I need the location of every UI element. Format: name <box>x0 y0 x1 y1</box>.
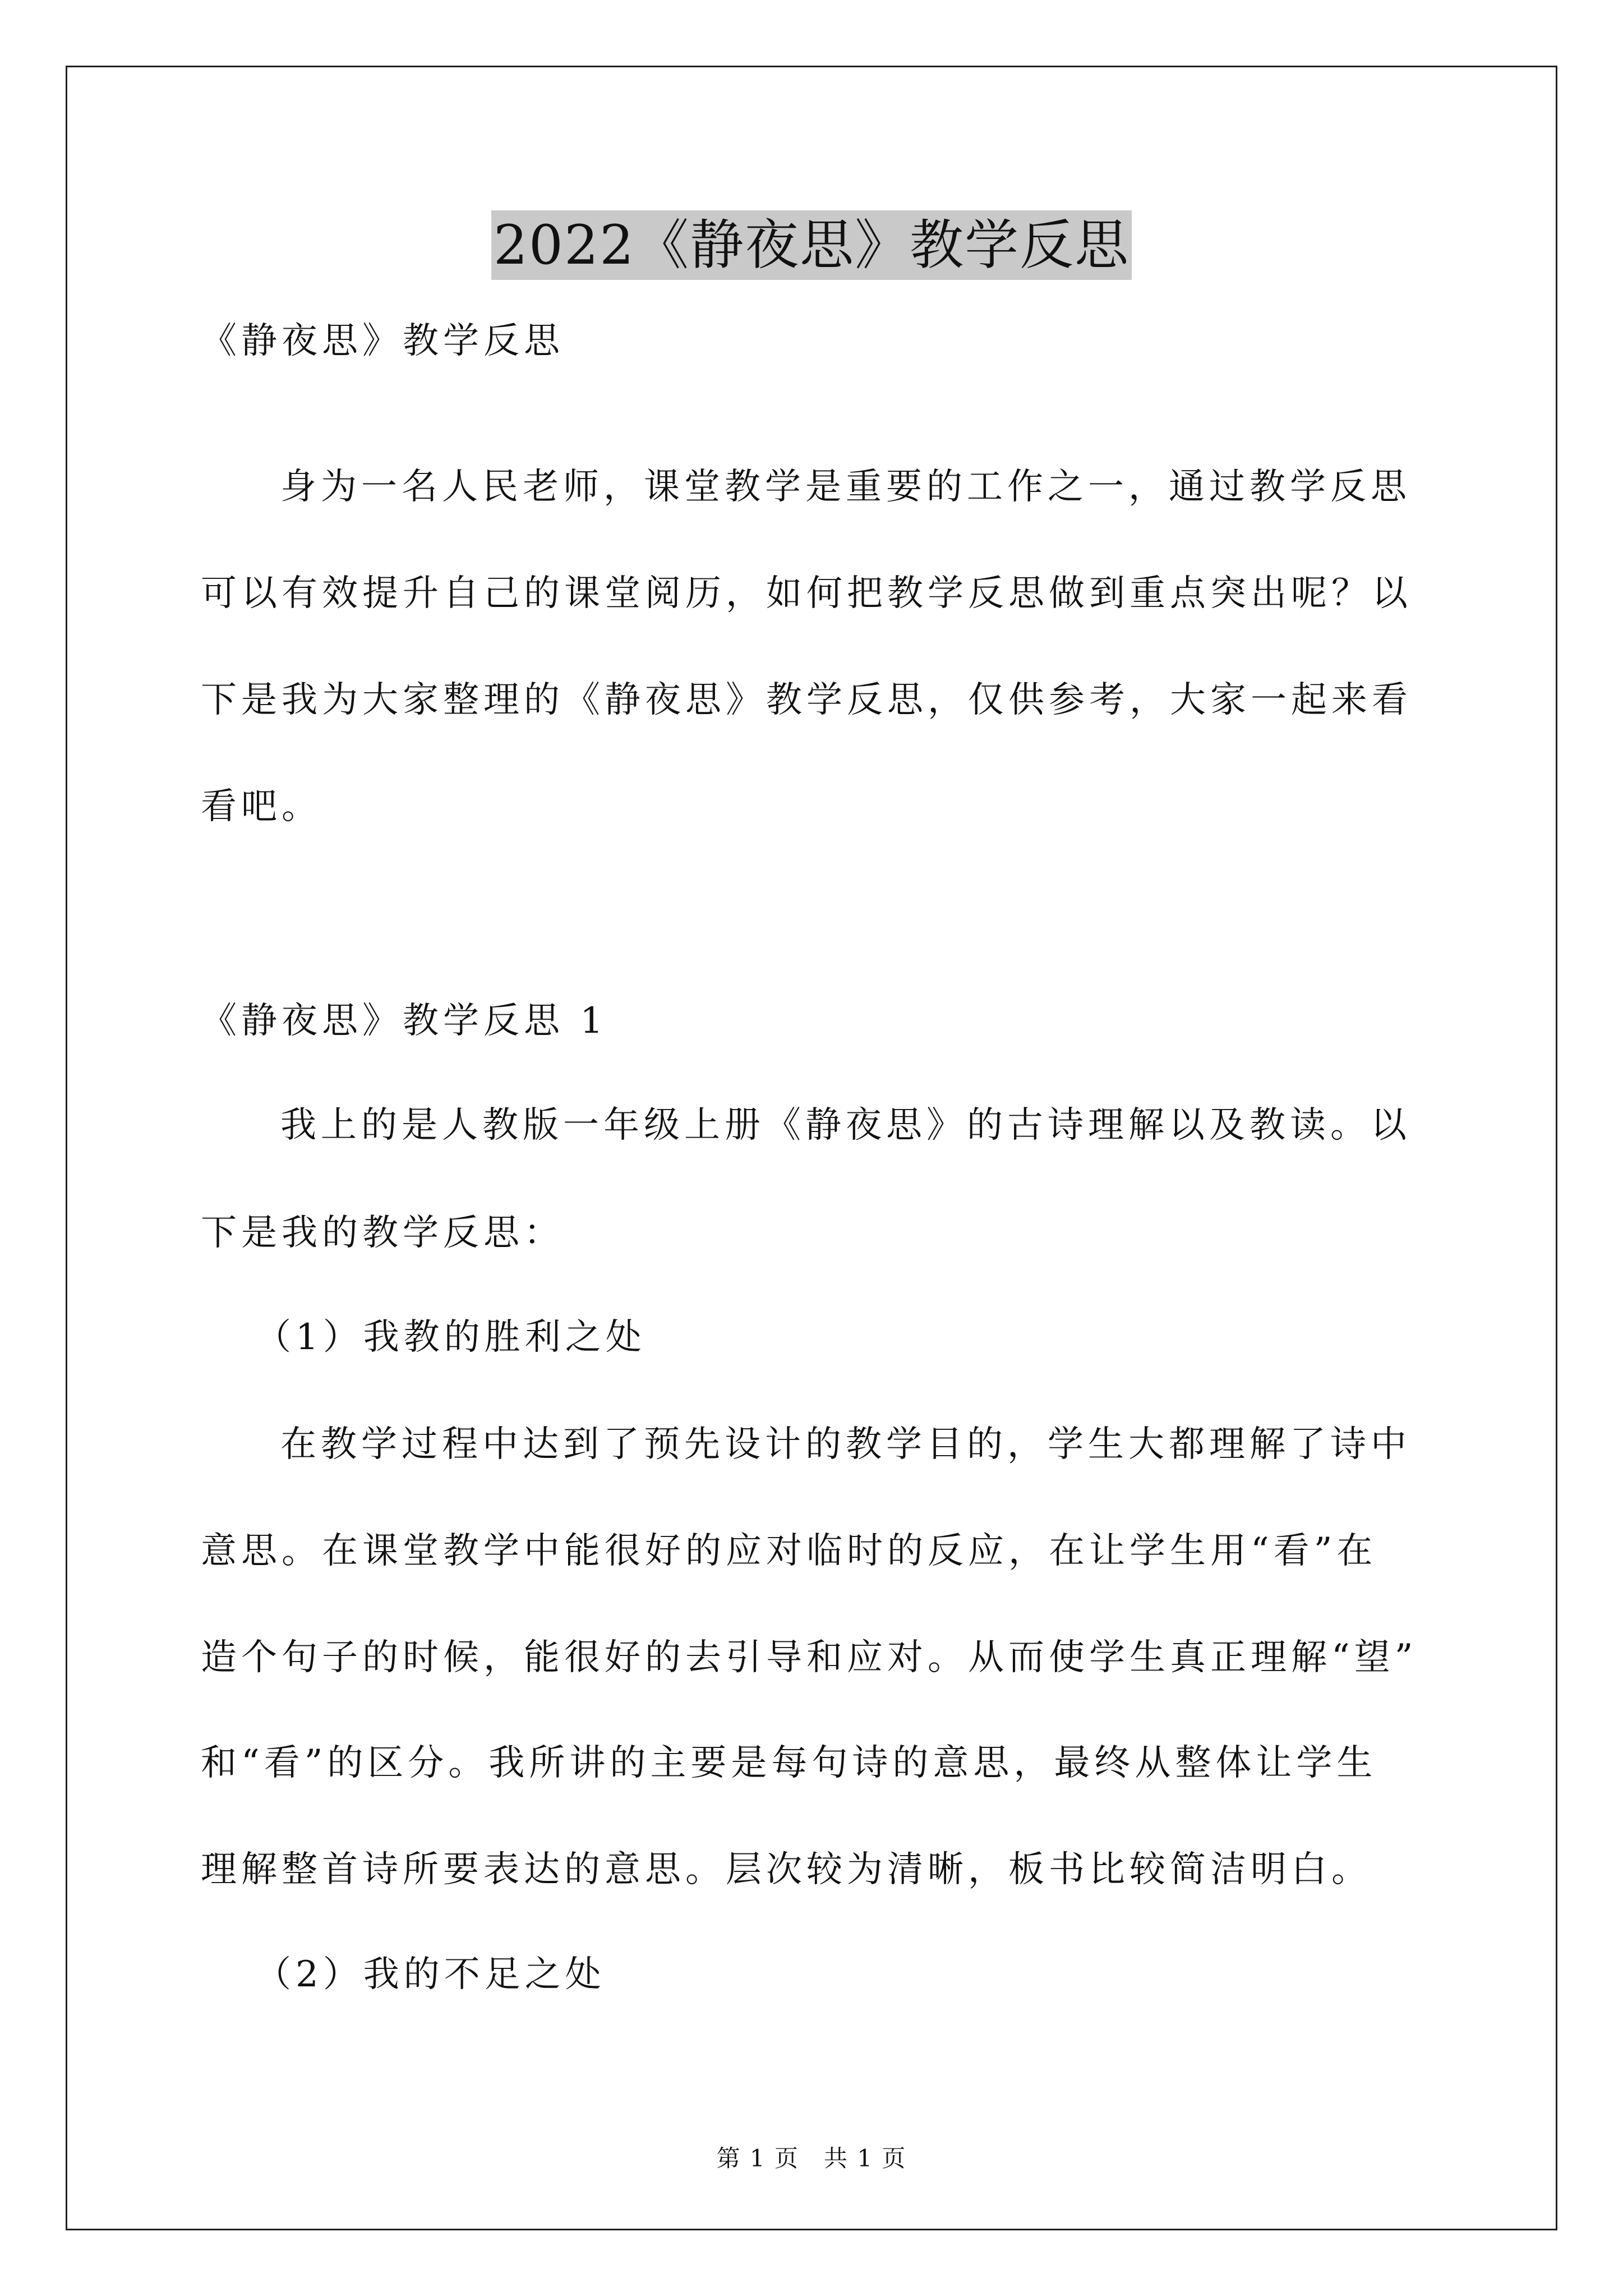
section-paragraph-line: 下是我的教学反思： <box>201 1212 564 1254</box>
section-paragraph-line: 理解整首诗所要表达的意思。层次较为清晰，板书比较简洁明白。 <box>201 1849 1372 1890</box>
section-heading: 《静夜思》教学反思 1 <box>201 1000 608 1042</box>
intro-paragraph-line: 可以有效提升自己的课堂阅历，如何把教学反思做到重点突出呢？以 <box>201 573 1412 614</box>
title-container <box>0 210 1623 280</box>
section-paragraph-line: 在教学过程中达到了预先设计的教学目的，学生大都理解了诗中 <box>280 1424 1411 1465</box>
page-border <box>66 66 1557 2230</box>
section-paragraph-line: 造个句子的时候，能很好的去引导和应对。从而使学生真正理解“望” <box>201 1637 1418 1678</box>
intro-paragraph-line: 看吧。 <box>201 786 322 827</box>
subtitle: 《静夜思》教学反思 <box>201 320 564 362</box>
section-paragraph-line: 我上的是人教版一年级上册《静夜思》的古诗理解以及教读。以 <box>280 1105 1411 1146</box>
intro-paragraph-line: 下是我为大家整理的《静夜思》教学反思，仅供参考，大家一起来看 <box>201 679 1412 721</box>
document-title: 2022《静夜思》教学反思 <box>491 210 1132 280</box>
section-paragraph-line: 意思。在课堂教学中能很好的应对临时的反应，在让学生用“看”在 <box>201 1530 1377 1572</box>
section-paragraph-line: 和“看”的区分。我所讲的主要是每句诗的意思，最终从整体让学生 <box>201 1742 1377 1784</box>
subsection-heading: （2）我的不足之处 <box>255 1954 606 1995</box>
page-footer: 第 1 页 共 1 页 <box>716 2145 907 2172</box>
intro-paragraph-line: 身为一名人民老师，课堂教学是重要的工作之一，通过教学反思 <box>280 466 1411 508</box>
subsection-heading: （1）我教的胜利之处 <box>255 1317 646 1358</box>
